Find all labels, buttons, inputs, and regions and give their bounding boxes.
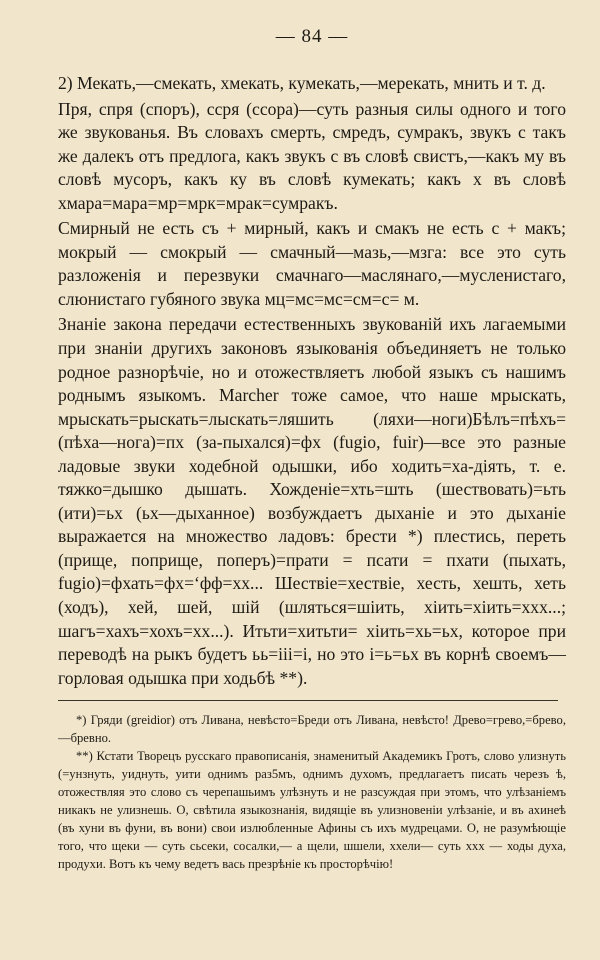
paragraph-4: Знаніе закона передачи естественныхъ звукованій ихъ лагаемыми при знаніи другихъ законовъ языкованія объединяетъ не только родное разнорѣчіе, но и отожествляетъ любой языкъ съ нашимъ роднымъ языкомъ. Marcher тоже самое, что наше мрыскать, мрыскать=рыскать=лыскать=ляшить (ляхи—ноги)Бѣлъ=пѣхъ=(пѣха—нога)=пх (за-пыхался)=фх (fugio, fuir)—все это разные ладовые звуки ходебной одышки, ибо ходить=ха-діять, т. е. тяжко=дышко дышать. Хожденіе=хть=шть (шествовать)=ьть (ити)=ьх (ьх—дыханное) возбуждаетъ дыханіе и это дыханіе выражается на множество ладовъ: брести *) плестись, переть (прище, поприще, поперъ)=прати = псати = пхати (пыхать, fugio)=фхать=фх=‘фф=хх... Шествіе=хествіе, хесть, хешть, хеть (ходъ), хей, шей, шій (шляться=шіить, хіить=хіить=ххх...; шагъ=хахъ=хохъ=хх...). Итьти=хитьти= хіить=хь=ьх, которое при переводѣ на рыкъ будетъ ьь=ііі=і, но это і=ь=ьх въ корнѣ своемъ—горловая одышка при ходьбѣ **).: [58, 314, 566, 688]
footnote-1: *) Гряди (greidior) отъ Ливана, невѣсто=Бреди отъ Ливана, невѣсто! Древо=грево,=брево,—бревно.: [58, 713, 566, 746]
paragraph-1: 2) Мекать,—смекать, хмекать, кумекать,—мерекать, мнить и т. д.: [58, 73, 546, 93]
footnote-divider: [58, 700, 558, 701]
page-number: — 84 —: [275, 26, 349, 47]
footnote-2: **) Кстати Творецъ русскаго правописанія, знаменитый Академикъ Гротъ, слово улизнуть (=унзнуть, уиднуть, уити однимъ раз5мъ, однимъ духомъ, предлагаетъ писать черезъ ѣ, отожествляя это слово съ черепашьимъ улѣзнуть и не разсуждая при этомъ, что улѣзаніемъ никакъ не улизнешь. О, свѣтила языкознанія, видящіе въ улизновеніи улѣзаніе, и въ ахинеѣ (въ хуни въ фуни, въ вони) свои излюбленные Афины съ ихъ мудрецами. О, не разумѣющіе того, что щеки — суть сьсеки, сосалки,— а щели, шшели, ххели— суть ххх — ходы духа, продухи. Вотъ къ чему ведетъ вась презрѣніе къ просторѣчію!: [58, 749, 566, 872]
paragraph-3: Смирный не есть съ + мирный, какъ и смакъ не есть с + макъ; мокрый — смокрый — смачный—мазь,—мзга: все это суть разложенія и перезвуки смачнаго—маслянаго,—муcленистаго, слюнистаго губяного звука мц=мс=мс=см=с= м.: [58, 218, 566, 309]
paragraph-2: Пря, спря (споръ), ссря (ссора)—суть разныя силы одного и того же звукованья. Въ словахъ смерть, смредъ, сумракъ, звукъ с такъ же далекъ отъ предлога, какъ звукъ с въ словѣ свистъ,—какъ му въ словѣ мусоръ, какъ ку въ словѣ кумекать; какъ х въ словѣ хмара=мара=мр=мрк=мрак=сумракъ.: [58, 98, 566, 213]
